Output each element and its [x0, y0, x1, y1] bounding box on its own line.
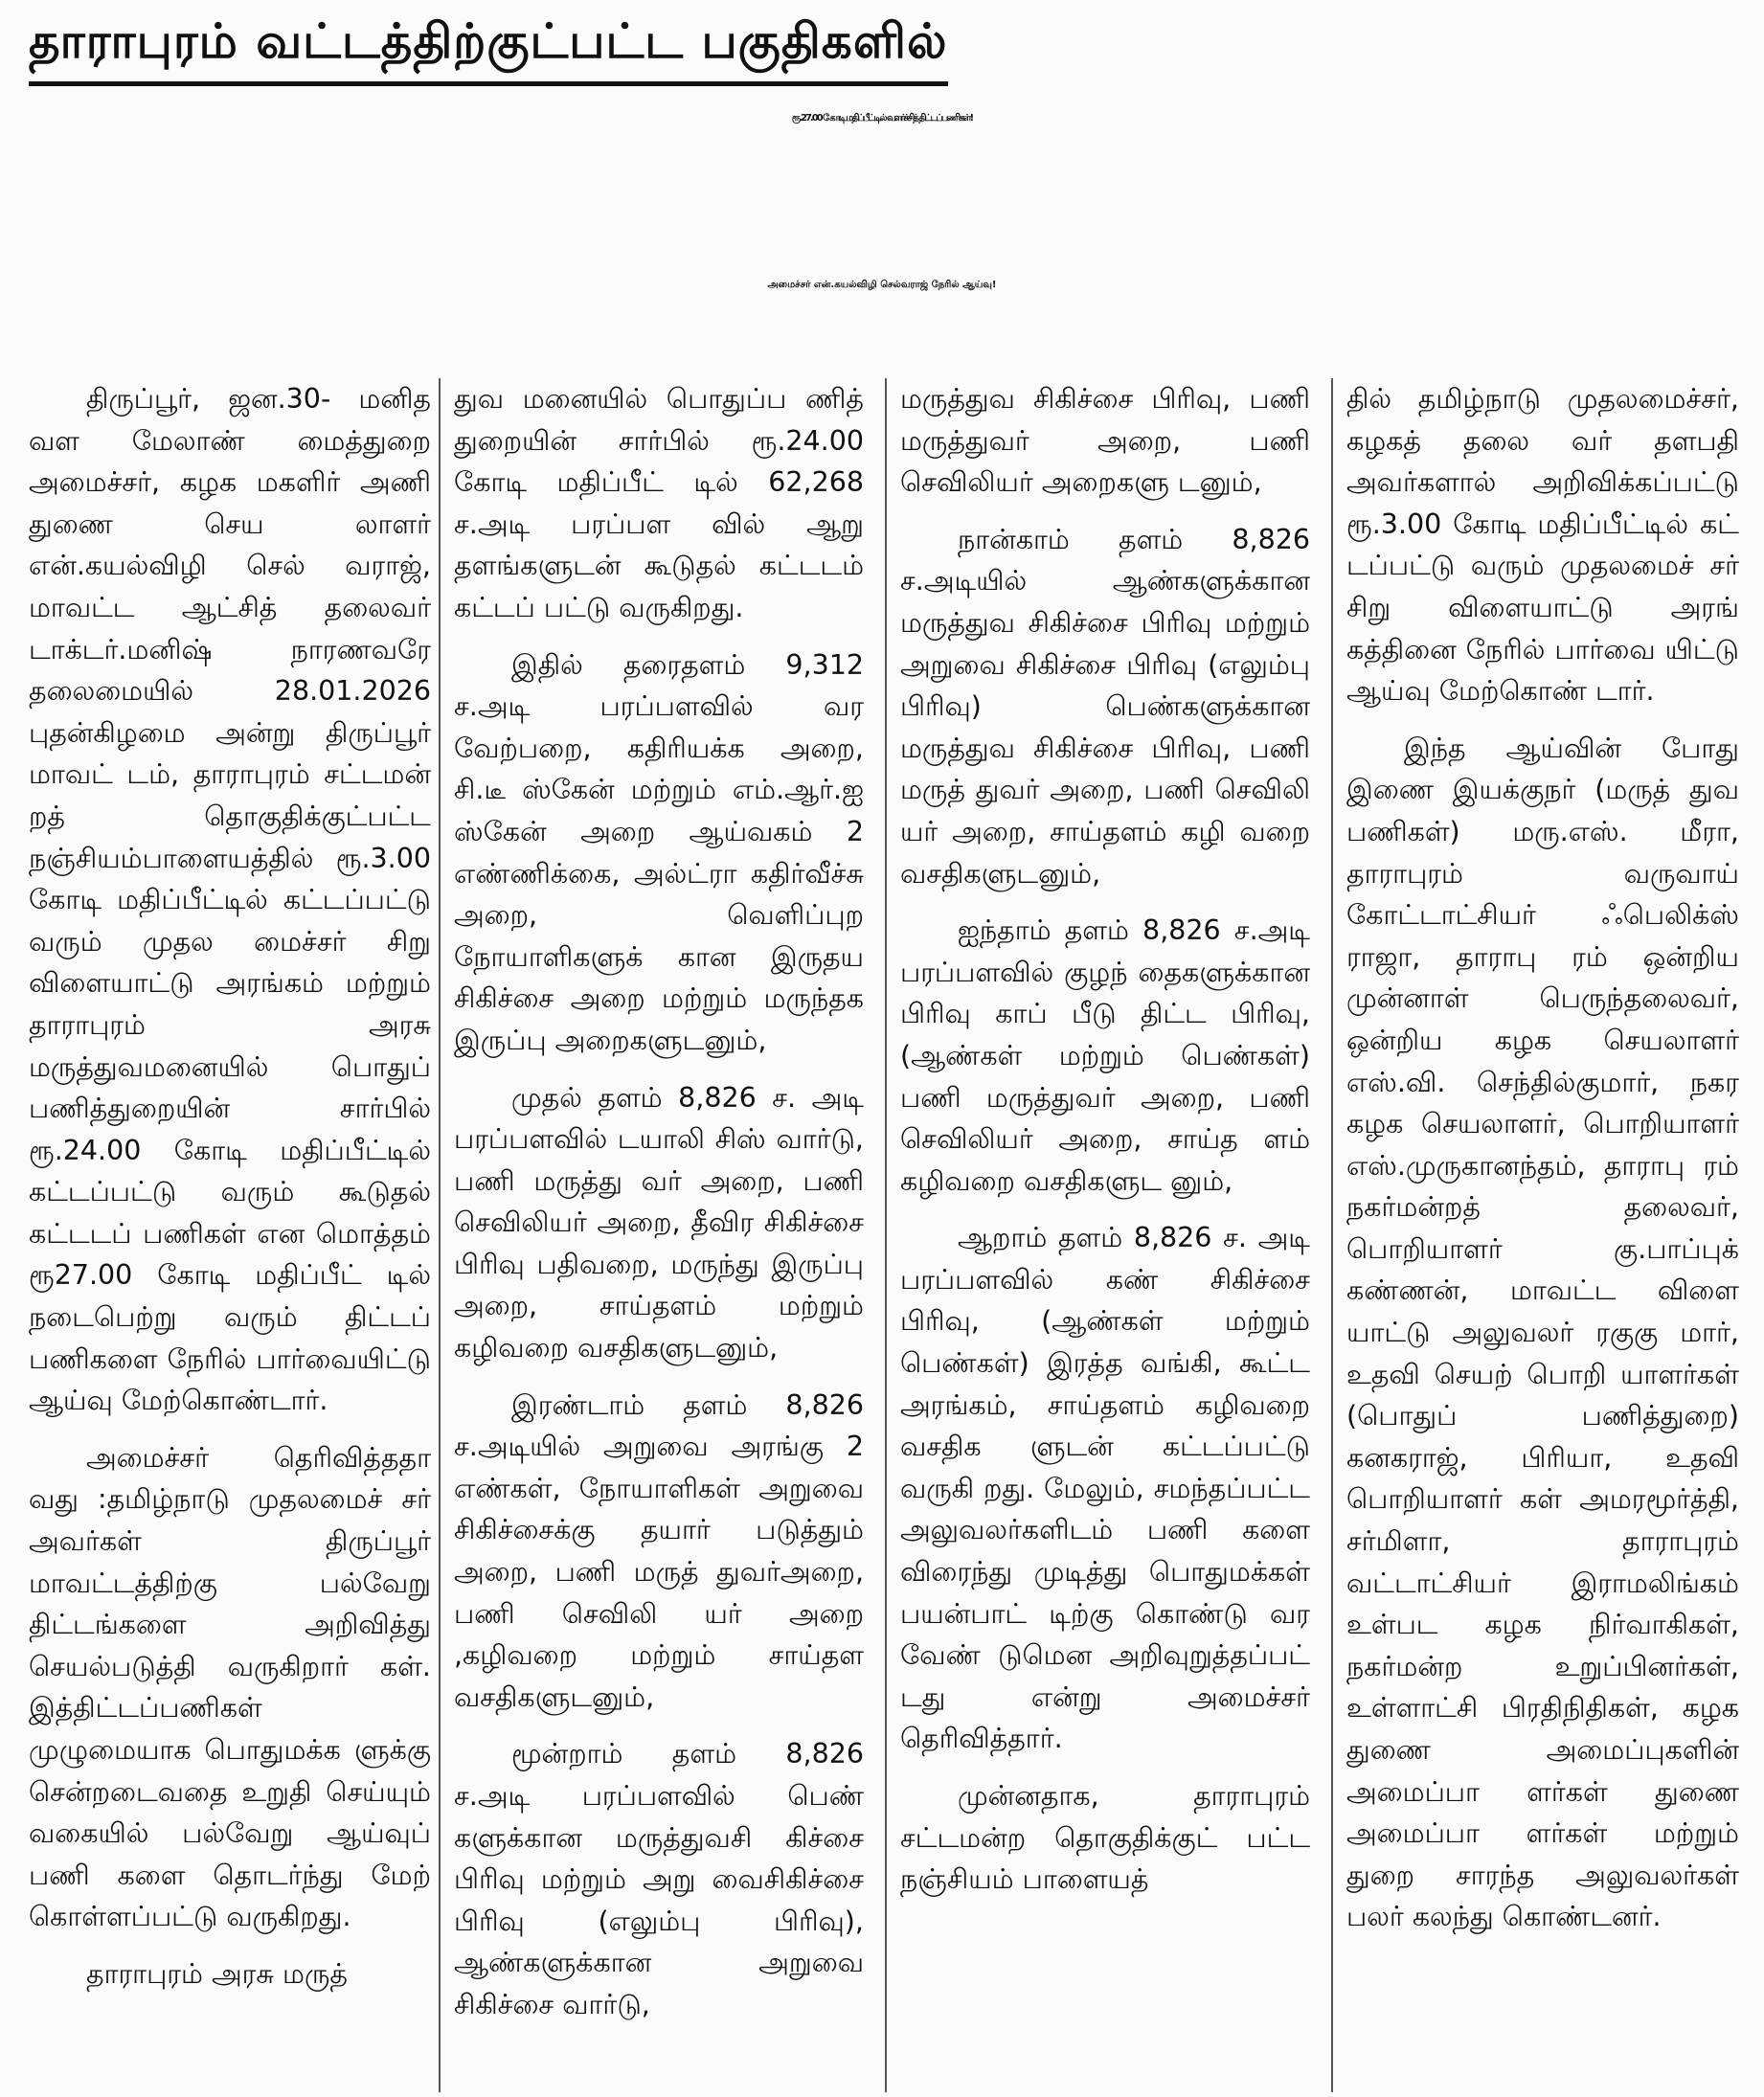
paragraph: தில் தமிழ்நாடு முதலமைச்சர், கழகத் தலை வர் தளபதி அவர்களால் அறிவிக்கப்பட்டு ரூ.3.00 கோடி மதிப்பீட்டில் கட் டப்பட்டு வரும் முதலமைச் சர் சிறு விளையாட்டு அரங் கத்தினை நேரில் பார்வை யிட்டு ஆய்வு மேற்கொண் டார்.	[1346, 383, 1739, 708]
paragraph: இந்த ஆய்வின் போது இணை இயக்குநர் (மருத் துவ பணிகள்) மரு.எஸ். மீரா, தாராபுரம் வருவாய் கோட்டாட்சியர் ஃபெலிக்ஸ் ராஜா, தாராபு ரம் ஒன்றிய முன்னாள் பெருந்தலைவர், ஒன்றிய கழக செயலாளர் எஸ்.வி. செந்தில்குமார், நகர கழக செயலாளர், பொறியாளர் எஸ்.முருகானந்தம், தாராபு ரம் நகர்மன்றத் தலைவர், பொறியாளர் கு.பாப்புக் கண்ணன், மாவட்ட விளை யாட்டு அலுவலர் ரகுகு மார், உதவி செயற் பொறி யாளர்கள் (பொதுப் பணித்துறை) கனகராஜ், பிரியா, உதவி பொறியாளர் கள் அமரமூர்த்தி, சர்மிளா, தாராபுரம் வட்டாட்சியர் இராமலிங்கம் உள்பட கழக நிர்வாகிகள், நகர்மன்ற உறுப்பினர்கள், உள்ளாட்சி பிரதிநிதிகள், கழக துணை அமைப்புகளின் அமைப்பா ளர்கள் துணை அமைப்பா ளர்கள் மற்றும் துறை சாரந்த அலுவலர்கள் பலர் கலந்து கொண்டனர்.	[1346, 732, 1739, 1933]
paragraph: திருப்பூர், ஜன.30- மனித வள மேலாண் மைத்துறை அமைச்சர், கழக மகளிர் அணி துணை செய லாளர் என்.கயல்விழி செல் வராஜ், மாவட்ட ஆட்சித் தலைவர் டாக்டர்.மனிஷ் நாரணவரே தலைமையில் 28.01.2026 புதன்கிழமை அன்று திருப்பூர் மாவட் டம், தாராபுரம் சட்டமன் றத் தொகுதிக்குட்பட்ட நஞ்சியம்பாளையத்தில் ரூ.3.00 கோடி மதிப்பீட்டில் கட்டப்பட்டு வரும் முதல மைச்சர் சிறு விளையாட்டு அரங்கம் மற்றும் தாராபுரம் அரசு மருத்துவமனையில் பொதுப் பணித்துறையின் சார்பில் ரூ.24.00 கோடி மதிப்பீட்டில் கட்டப்பட்டு வரும் கூடுதல் கட்டடப் பணிகள் என மொத்தம் ரூ27.00 கோடி மதிப்பீட் டில் நடைபெற்று வரும் திட்டப் பணிகளை நேரில் பார்வையிட்டு ஆய்வு மேற்கொண்டார்.	[29, 383, 431, 1417]
column-1	[29, 378, 431, 2092]
paragraph: நான்காம் தளம் 8,826 ச.அடியில் ஆண்களுக்கான மருத்துவ சிகிச்சை பிரிவு மற்றும் அறுவை சிகிச்சை பிரிவு (எலும்பு பிரிவு) பெண்களுக்கான மருத்துவ சிகிச்சை பிரிவு, பணி மருத் துவர் அறை, பணி செவிலி யர் அறை, சாய்தளம் கழி வறை வசதிகளுடனும்,	[900, 523, 1310, 890]
column-3	[900, 378, 1310, 2092]
paragraph: முதல் தளம் 8,826 ச. அடி பரப்பளவில் டயாலி சிஸ் வார்டு, பணி மருத்து வர் அறை, பணி செவிலியர் அறை, தீவிர சிகிச்சை பிரிவு பதிவறை, மருந்து இருப்பு அறை, சாய்தளம் மற்றும் கழிவறை வசதிகளுடனும்,	[454, 1081, 864, 1364]
paragraph: ஆறாம் தளம் 8,826 ச. அடி பரப்பளவில் கண் சிகிச்சை பிரிவு, (ஆண்கள் மற்றும் பெண்கள்) இரத்த வங்கி, கூட்ட அரங்கம், சாய்தளம் கழிவறை வசதிக ளுடன் கட்டப்பட்டு வருகி றது. மேலும், சமந்தப்பட்ட அலுவலர்களிடம் பணி களை விரைந்து முடித்து பொதுமக்கள் பயன்பாட் டிற்கு கொண்டு வர வேண் டுமென அறிவுறுத்தப்பட் டது என்று அமைச்சர் தெரிவித்தார்.	[900, 1222, 1310, 1755]
paragraph: முன்னதாக, தாராபுரம் சட்டமன்ற தொகுதிக்குட் பட்ட நஞ்சியம் பாளையத்	[900, 1780, 1310, 1896]
paragraph: ஐந்தாம் தளம் 8,826 ச.அடி பரப்பளவில் குழந் தைகளுக்கான பிரிவு காப் பீடு திட்ட பிரிவு, (ஆண்கள் மற்றும் பெண்கள்) பணி மருத்துவர் அறை, பணி செவிலியர் அறை, சாய்த ளம் கழிவறை வசதிகளுட னும்,	[900, 914, 1310, 1197]
kicker-headline: தாராபுரம் வட்டத்திற்குட்பட்ட பகுதிகளில்	[29, 13, 948, 86]
paragraph: தாராபுரம் அரசு மருத்	[86, 1957, 348, 1990]
paragraph: அமைச்சர் தெரிவித்ததா வது :தமிழ்நாடு முதலமைச் சர் அவர்கள் திருப்பூர் மாவட்டத்திற்கு பல்வேறு திட்டங்களை அறிவித்து செயல்படுத்தி வருகிறார் கள். இத்திட்டப்பணிகள் முழுமையாக பொதுமக்க ளுக்கு சென்றடைவதை உறுதி செய்யும் வகையில் பல்வேறு ஆய்வுப் பணி களை தொடர்ந்து மேற் கொள்ளப்பட்டு வருகிறது.	[29, 1441, 431, 1933]
paragraph: துவ மனையில் பொதுப்ப ணித் துறையின் சார்பில் ரூ.24.00 கோடி மதிப்பீட் டில் 62,268 ச.அடி பரப்பள வில் ஆறு தளங்களுடன் கூடுதல் கட்டடம் கட்டப் பட்டு வருகிறது.	[454, 383, 864, 623]
paragraph: இரண்டாம் தளம் 8,826 ச.அடியில் அறுவை அரங்கு 2 எண்கள், நோயாளிகள் அறுவை சிகிச்சைக்கு தயார் படுத்தும் அறை, பணி மருத் துவர்அறை, பணி செவிலி யர் அறை ,கழிவறை மற்றும் சாய்தள வசதிகளுடனும்,	[454, 1388, 864, 1713]
main-headline: ரூ.27.00 கோடி மதிப்பீட்டில் வளர்ச்சித் திட்டப்பணிகள்!	[791, 113, 973, 124]
column-2	[454, 378, 864, 2092]
article-body	[21, 378, 1745, 2092]
paragraph: இதில் தரைதளம் 9,312 ச.அடி பரப்பளவில் வர வேற்பறை, கதிரியக்க அறை, சி.டீ ஸ்கேன் மற்றும் எம்.ஆர்.ஐ ஸ்கேன் அறை ஆய்வகம் 2 எண்ணிக்கை, அல்ட்ரா கதிர்வீச்சு அறை, வெளிப்புற நோயாளிகளுக் கான இருதய சிகிச்சை அறை மற்றும் மருந்தக இருப்பு அறைகளுடனும்,	[454, 648, 864, 1056]
column-4	[1346, 378, 1739, 2092]
paragraph: மருத்துவ சிகிச்சை பிரிவு, பணி மருத்துவர் அறை, பணி செவிலியர் அறைகளு டனும்,	[900, 383, 1310, 499]
sub-headline: அமைச்சர் என்.கயல்விழி செல்வராஜ் நேரில் ஆய்வு!	[767, 280, 997, 290]
paragraph: மூன்றாம் தளம் 8,826 ச.அடி பரப்பளவில் பெண் களுக்கான மருத்துவசி கிச்சை பிரிவு மற்றும் அறு வைசிகிச்சை பிரிவு (எலும்பு பிரிவு), ஆண்களுக்கான அறுவை சிகிச்சை வார்டு,	[454, 1738, 864, 2020]
